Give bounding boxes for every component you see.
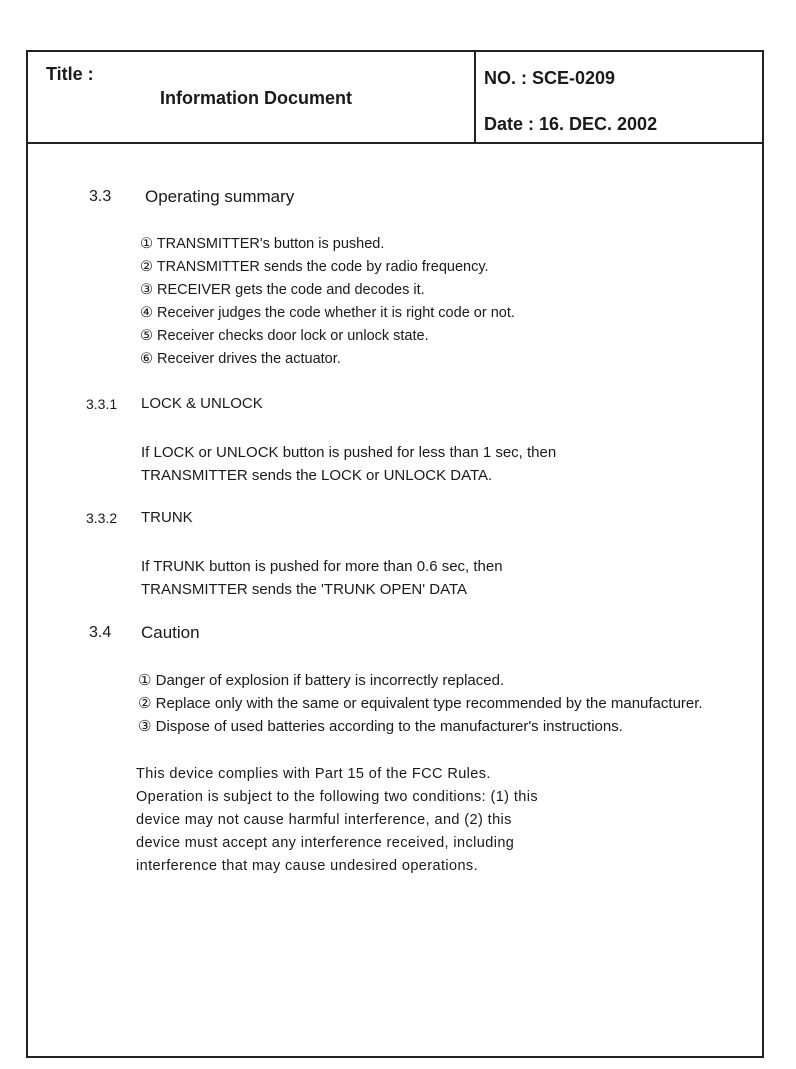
list-item: ⑥ Receiver drives the actuator. [140, 351, 341, 367]
title-value: Information Document [160, 88, 352, 108]
paragraph-line: If LOCK or UNLOCK button is pushed for less than 1 sec, then [141, 444, 557, 461]
section-3-3-1-title: LOCK & UNLOCK [141, 395, 263, 412]
section-3-3-title: Operating summary [145, 187, 295, 206]
section-3-4-title: Caution [141, 623, 200, 642]
list-item: ① Danger of explosion if battery is incorrectly replaced. [138, 672, 505, 689]
document-frame [26, 50, 764, 1058]
paragraph-line: TRANSMITTER sends the LOCK or UNLOCK DATA. [141, 467, 493, 484]
paragraph-line: If TRUNK button is pushed for more than 0.6 sec, then [141, 558, 503, 575]
lock-unlock-description [141, 441, 556, 487]
section-3-3-2-title: TRUNK [141, 509, 193, 526]
paragraph-line: Operation is subject to the following two conditions: (1) this [136, 789, 538, 805]
list-item: ④ Receiver judges the code whether it is right code or not. [140, 305, 515, 321]
document-header [28, 52, 762, 144]
paragraph-line: This device complies with Part 15 of the FCC Rules. [136, 766, 491, 782]
section-3-3-number: 3.3 [89, 188, 112, 205]
operating-summary-list [140, 233, 515, 371]
list-item: ⑤ Receiver checks door lock or unlock state. [140, 328, 429, 344]
section-3-3-2-number: 3.3.2 [86, 510, 118, 526]
caution-list [138, 669, 703, 738]
document-date: Date : 16. DEC. 2002 [484, 114, 658, 134]
fcc-notice [136, 763, 538, 878]
list-item: ① TRANSMITTER's button is pushed. [140, 236, 385, 252]
paragraph-line: device must accept any interference received, including [136, 835, 515, 851]
list-item: ② TRANSMITTER sends the code by radio frequency. [140, 259, 489, 275]
trunk-description [141, 555, 503, 601]
paragraph-line: device may not cause harmful interference, and (2) this [136, 812, 512, 828]
document-number: NO. : SCE-0209 [484, 68, 616, 88]
header-divider [474, 52, 476, 142]
list-item: ③ RECEIVER gets the code and decodes it. [140, 282, 425, 298]
list-item: ③ Dispose of used batteries according to the manufacturer's instructions. [138, 718, 623, 735]
paragraph-line: interference that may cause undesired operations. [136, 858, 479, 874]
paragraph-line: TRANSMITTER sends the 'TRUNK OPEN' DATA [141, 581, 468, 598]
title-label: Title : [46, 64, 94, 84]
section-3-4-number: 3.4 [89, 624, 112, 641]
section-3-3-1-number: 3.3.1 [86, 396, 118, 412]
list-item: ② Replace only with the same or equivalent type recommended by the manufacturer. [138, 695, 703, 712]
